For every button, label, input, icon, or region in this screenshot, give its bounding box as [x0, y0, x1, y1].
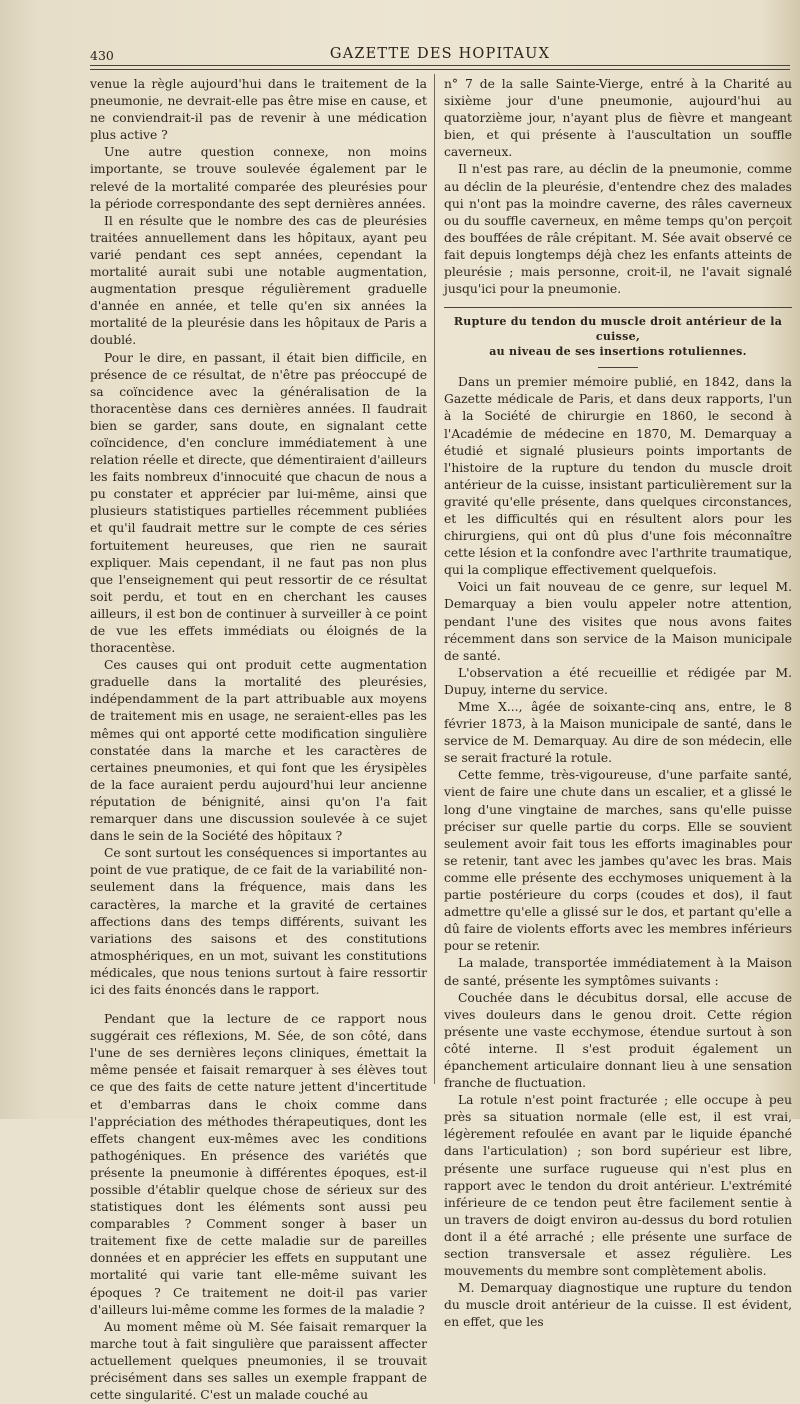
- paragraph: n° 7 de la salle Sainte-Vierge, entré à la Charité au sixième jour d'une pneumonie, aujourd'hui au quatorzième jour, n'ayant plus de fièvre et mangeant bien, et qui présente à l'auscultation un souffle caverneux.: [444, 77, 792, 160]
- paragraph: Il n'est pas rare, au déclin de la pneumonie, comme au déclin de la pleurésie, d'entendre chez des malades qui n'ont pas la moindre caverne, des râles caverneux ou du souffle caverneux, en même temps qu'on perçoit des bouffées de râle crépitant. M. Sée avait observé ce fait depuis longtemps déjà chez les enfants atteints de pleurésie ; mais personne, croit-il, ne l'avait signalé jusqu'ici pour la pneumonie.: [444, 162, 792, 297]
- paragraph: Couchée dans le décubitus dorsal, elle accuse de vives douleurs dans le genou droit. Cette région présente une vaste ecchymose, étendue surtout à son côté interne. Il s'est produit également un épanchement articulaire donnant lieu à une sensation franche de fluctuation.: [444, 990, 792, 1091]
- paragraph: Ce sont surtout les conséquences si importantes au point de vue pratique, de ce fait de la variabilité non-seulement dans la fréquence, mais dans les caractères, la marche et la gravité de certaines affections dans des temps différents, suivant les variations des saisons et des constitutions atmosphériques, en un mot, suivant les constitutions médicales, que nous tenions surtout à faire ressortir ici des faits énoncés dans le rapport.: [90, 846, 427, 997]
- paragraph: La rotule n'est point fracturée ; elle occupe à peu près sa situation normale (elle est, il est vrai, légèrement refoulée en avant par le liquide épanché dans l'articulation) ; son bord supérieur est libre, présente une surface rugueuse qui n'est plus en rapport avec le tendon du droit antérieur. L'extrémité inférieure de ce tendon peut être facilement sentie à un travers de doigt environ au-dessus du bord rotulien dont il a été arraché ; elle présente une surface de section transversale et assez régulière. Les mouvements du membre sont complètement abolis.: [444, 1093, 792, 1279]
- paragraph: La malade, transportée immédiatement à la Maison de santé, présente les symptômes suivants :: [444, 956, 792, 988]
- paragraph: M. Demarquay diagnostique une rupture du tendon du muscle droit antérieur de la cuisse. Il est évident, en effet, que les: [444, 1281, 792, 1330]
- paragraph: Voici un fait nouveau de ce genre, sur lequel M. Demarquay a bien voulu appeler notre attention, pendant l'une des visites que nous avons faites récemment dans son service de la Maison municipale de santé.: [444, 580, 792, 663]
- article-separator: [444, 307, 792, 308]
- article-title-line: au niveau de ses insertions rotuliennes.: [489, 345, 747, 359]
- paragraph: Pour le dire, en passant, il était bien difficile, en présence de ce résultat, de n'être pas préoccupé de sa coïncidence avec la généralisation de la thoracentèse dans ces dernières années. Il faudrait bien se garder, sans doute, en signalant cette coïncidence, d'en conclure immédiatement à une relation réelle et directe, que démentiraient d'ailleurs les faits nombreux d'innocuité que chacun de nous a pu constater et apprécier par lui-même, ainsi que plusieurs statistiques partielles récemment publiées et qu'il faudrait mettre sur le compte de ces séries fortuitement heureuses, que rien ne saurait expliquer. Mais cependant, il ne faut pas non plus que l'enseignement qui peut ressortir de ce résultat soit perdu, et tout en en cherchant les causes ailleurs, il est bon de continuer à surveiller à ce point de vue les effets immédiats ou éloignés de la thoracentèse.: [90, 350, 427, 656]
- article-title: [444, 314, 792, 359]
- journal-title: GAZETTE DES HOPITAUX: [329, 46, 551, 62]
- paragraph: Ces causes qui ont produit cette augmentation graduelle dans la mortalité des pleurésies, indépendamment de la part attribuable aux moyens de traitement mis en usage, ne seraient-elles pas les mêmes qui ont apporté cette modification singulière constatée dans la marche et les caractères de certaines pneumonies, et qui font que les érysipèles de la face auraient perdu aujourd'hui leur ancienne réputation de bénignité, ainsi qu'on l'a fait remarquer dans une discussion soulevée à ce sujet dans le sein de la Société des hôpitaux ?: [90, 658, 427, 844]
- paragraph: Pendant que la lecture de ce rapport nous suggérait ces réflexions, M. Sée, de son côté, dans l'une de ses dernières leçons cliniques, émettait la même pensée et faisait remarquer à ses élèves tout ce que des faits de cette nature jettent d'incertitude et d'embarras dans le choix comme dans l'appréciation des méthodes thérapeutiques, dont les effets changent eux-mêmes avec les conditions pathogéniques. En présence des variétés que présente la pneumonie à différentes époques, est-il possible d'établir quelque chose de sérieux sur des statistiques dont les éléments sont aussi peu comparables ? Comment songer à baser un traitement fixe de cette maladie sur de pareilles données et en apprécier les effets en supputant une mortalité qui varie tant elle-même suivant les époques ? Ce traitement ne doit-il pas varier d'ailleurs lui-même comme les formes de la maladie ?: [90, 1012, 427, 1317]
- header-rule-bottom: [90, 69, 790, 70]
- article-title-line: Rupture du tendon du muscle droit antérieur de la cuisse,: [453, 315, 783, 344]
- title-underline: [598, 367, 638, 368]
- header-rule-top: [90, 65, 790, 66]
- right-column: [444, 76, 792, 1331]
- paragraph: Dans un premier mémoire publié, en 1842, dans la Gazette médicale de Paris, et dans deux rapports, l'un à la Société de chirurgie en 1860, le second à l'Académie de médecine en 1870, M. Demarquay a étudié et signalé plusieurs points importants de l'histoire de la rupture du tendon du muscle droit antérieur de la cuisse, insistant particulièrement sur la gravité qu'elle présente, dans quelques circonstances, et les difficultés qui en résultent alors pour les chirurgiens, qui ont dû plus d'une fois méconnaître cette lésion et la confondre avec l'arthrite traumatique, qui la complique effectivement quelquefois.: [444, 375, 792, 578]
- page-header: [90, 44, 790, 66]
- paragraph: Mme X..., âgée de soixante-cinq ans, entre, le 8 février 1873, à la Maison municipale de santé, dans le service de M. Demarquay. Au dire de son médecin, elle se serait fracturé la rotule.: [444, 700, 792, 766]
- paragraph: venue la règle aujourd'hui dans le traitement de la pneumonie, ne devrait-elle pas être mise en cause, et ne conviendrait-il pas de revenir à une médication plus active ?: [90, 77, 427, 143]
- paragraph: Il en résulte que le nombre des cas de pleurésies traitées annuellement dans les hôpitaux, ayant peu varié pendant ces sept années, cependant la mortalité aurait subi une notable augmentation, augmentation presque régulièrement graduelle d'année en année, et telle qu'en six années la mortalité de la pleurésie dans les hôpitaux de Paris a doublé.: [90, 213, 427, 348]
- paragraph: Au moment même où M. Sée faisait remarquer la marche tout à fait singulière que paraissent affecter actuellement quelques pneumonies, il se trouvait précisément dans ses salles un exemple frappant de cette singularité. C'est un malade couché au: [90, 1319, 427, 1403]
- column-separator: [434, 74, 435, 1084]
- page-number: 430: [90, 48, 114, 63]
- paragraph: L'observation a été recueillie et rédigée par M. Dupuy, interne du service.: [444, 665, 792, 697]
- paragraph: Cette femme, très-vigoureuse, d'une parfaite santé, vient de faire une chute dans un escalier, et a glissé le long d'une vingtaine de marches, sans qu'elle puisse préciser sur quelle partie du corps. Elle se souvient seulement avoir fait tous les efforts imaginables pour se retenir, tant avec les jambes qu'avec les bras. Mais comme elle présente des ecchymoses uniquement à la partie postérieure du corps (coudes et dos), il faut admettre qu'elle a glissé sur le dos, et partant qu'elle a dû faire de violents efforts avec les membres inférieurs pour se retenir.: [444, 768, 792, 954]
- left-column: [90, 76, 427, 1404]
- paragraph: Une autre question connexe, non moins importante, se trouve soulevée également par le relevé de la mortalité comparée des pleurésies pour la période correspondante des sept dernières années.: [90, 145, 427, 211]
